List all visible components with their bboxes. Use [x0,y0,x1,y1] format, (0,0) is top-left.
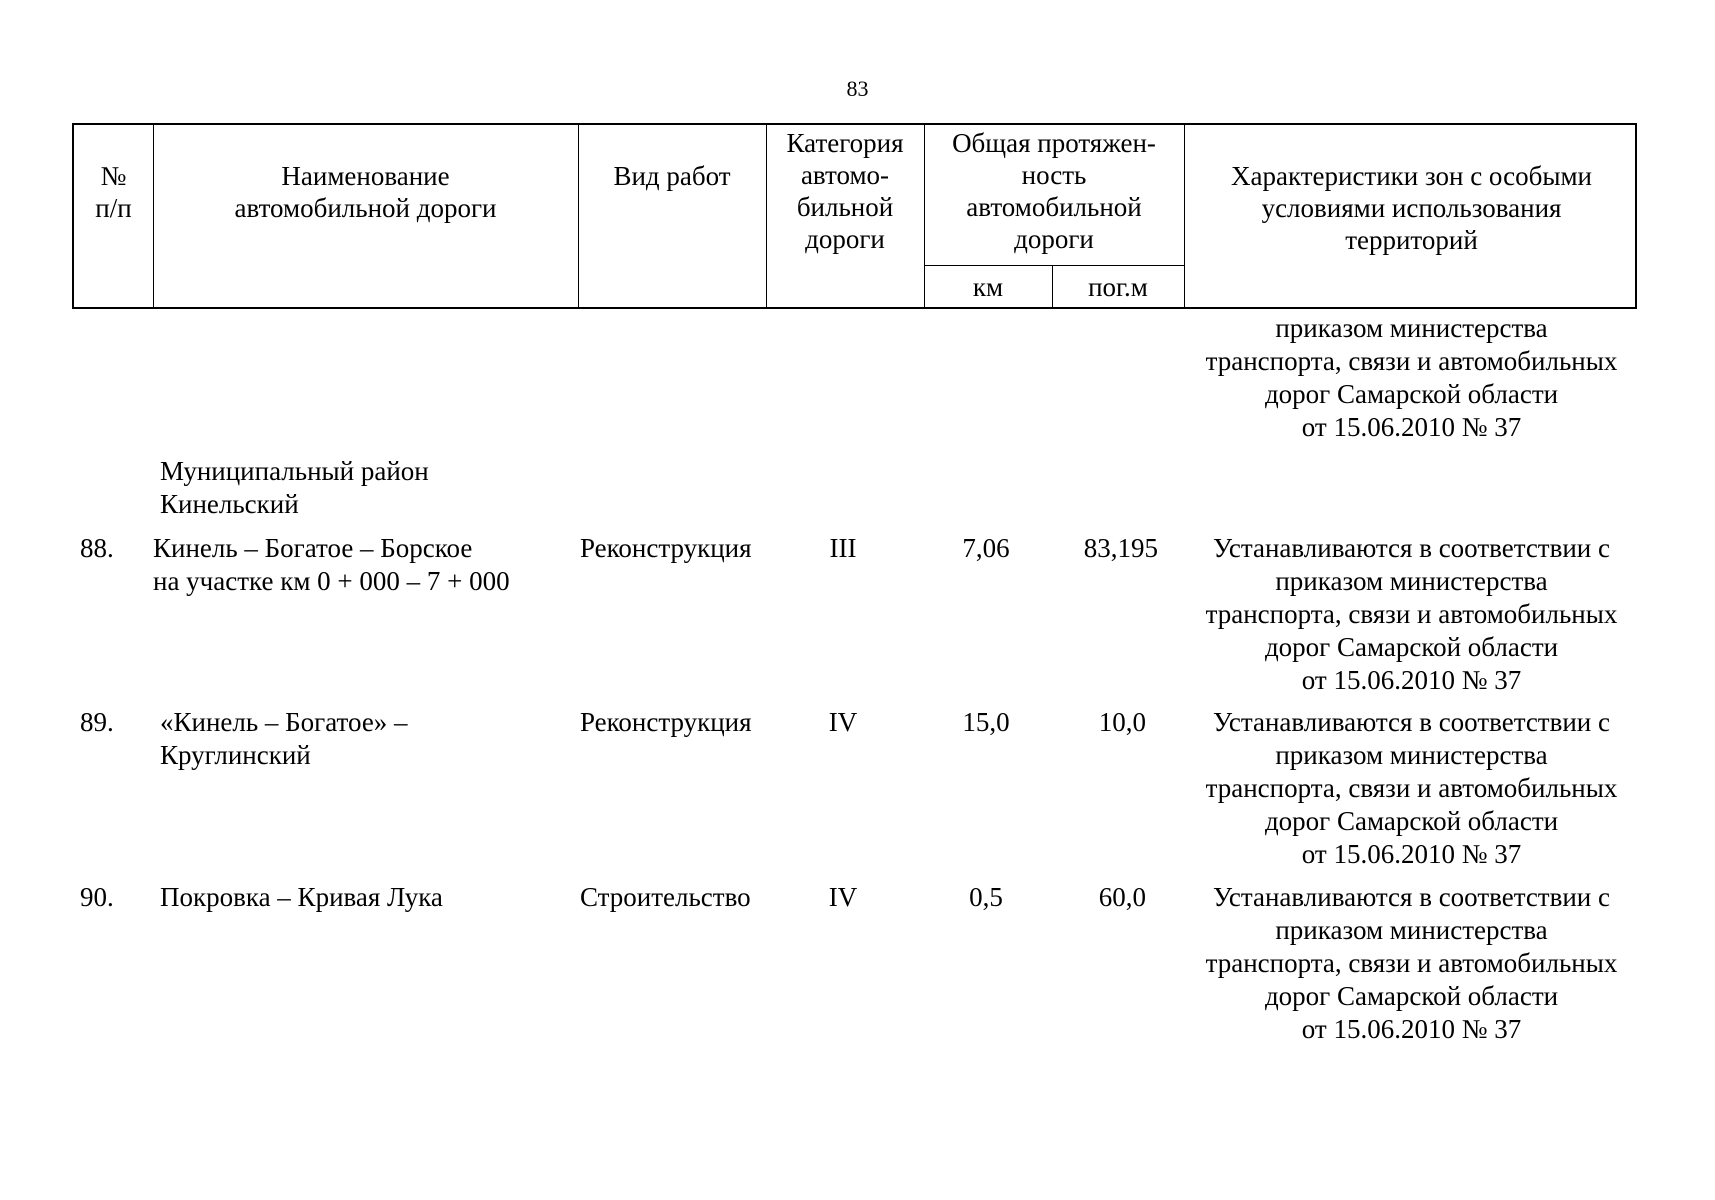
zone-characteristics: Устанавливаются в соответствии с приказом министерства транспорта, связи и автомобильных дорог Самарской области от 15.06.2010 № 37 [1205,533,1618,695]
row-number: 88. [80,533,114,563]
length-pogm: 60,0 [1098,882,1146,912]
length-km: 7,06 [962,533,1010,563]
road-name: «Кинель – Богатое» – Круглинский [160,707,408,770]
zone-characteristics: Устанавливаются в соответствии с приказом министерства транспорта, связи и автомобильных дорог Самарской области от 15.06.2010 № 37 [1205,882,1618,1044]
length-pogm: 10,0 [1098,707,1146,737]
header-col-zone-characteristics: Характеристики зон с особыми условиями использования территорий [1230,161,1593,255]
header-col-road-name: Наименование автомобильной дороги [234,161,497,223]
row-number: 90. [80,882,114,912]
work-type: Реконструкция [580,533,752,563]
length-pogm: 83,195 [1083,533,1158,563]
header-col-category: Категория автомо- бильной дороги [786,128,904,254]
continued-zone-text: приказом министерства транспорта, связи и автомобильных дорог Самарской области от 15.06.2010 № 37 [1205,313,1618,442]
length-km: 15,0 [962,707,1010,737]
length-km: 0,5 [969,882,1003,912]
road-category: IV [828,882,858,912]
road-name: Покровка – Кривая Лука [160,882,443,912]
district-heading: Муниципальный район Кинельский [160,456,429,519]
page-number: 83 [846,76,869,101]
zone-characteristics: Устанавливаются в соответствии с приказом министерства транспорта, связи и автомобильных дорог Самарской области от 15.06.2010 № 37 [1205,707,1618,869]
row-number: 89. [80,707,114,737]
divider [924,265,1184,266]
table-header [72,123,1637,309]
road-category: IV [828,707,858,737]
divider [578,125,579,307]
work-type: Строительство [580,882,751,912]
road-category: III [829,533,857,563]
header-col-km: км [972,272,1004,302]
road-name: Кинель – Богатое – Борское на участке км 0 + 000 – 7 + 000 [153,533,510,596]
header-col-total-length: Общая протяжен- ность автомобильной дороги [952,128,1156,254]
header-col-number: № п/п [95,161,132,223]
work-type: Реконструкция [580,707,752,737]
header-col-pogm: пог.м [1088,272,1148,302]
header-col-work-type: Вид работ [613,161,731,191]
